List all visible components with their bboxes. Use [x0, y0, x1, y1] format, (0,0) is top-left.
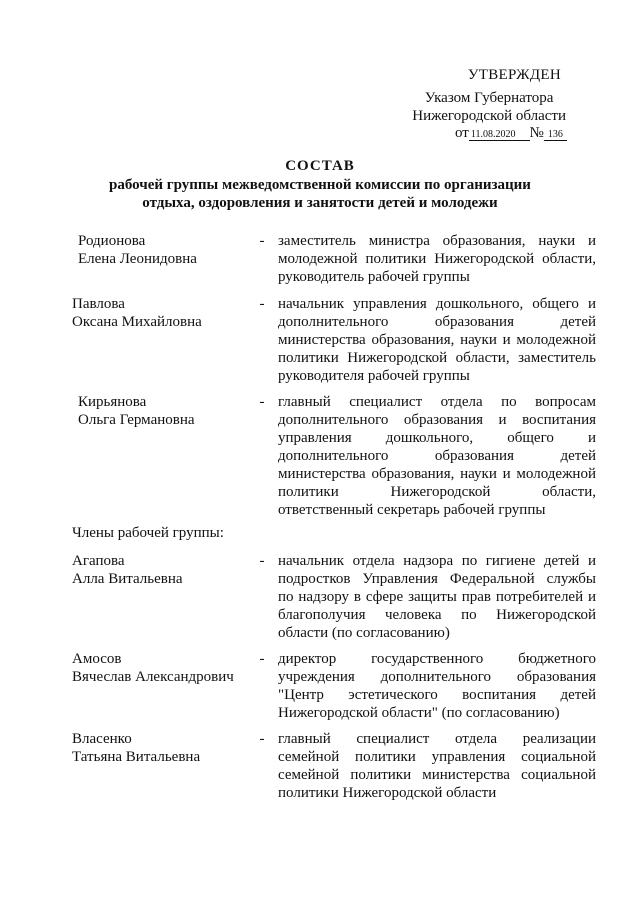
- decree-line-2: Нижегородской области: [412, 108, 566, 124]
- member-given-name: Елена Леонидовна: [78, 251, 197, 267]
- approval-title: УТВЕРЖДЕН: [467, 67, 561, 83]
- position-line: по надзору в сфере защиты прав потребителей и: [278, 589, 596, 605]
- member-given-name: Ольга Германовна: [78, 412, 195, 428]
- member-position: [278, 295, 596, 385]
- number-sign: №: [529, 125, 544, 141]
- decree-number: 136: [544, 129, 567, 141]
- member-name: [72, 552, 257, 588]
- position-line: Нижегородской области" (по согласованию): [278, 705, 560, 721]
- position-line: начальник отдела надзора по гигиене детей и: [278, 553, 596, 569]
- heading-subtitle-line-1: рабочей группы межведомственной комиссии по организации: [109, 177, 531, 193]
- heading-subtitle-line-2: отдыха, оздоровления и занятости детей и молодежи: [142, 195, 498, 211]
- position-line: политики Нижегородской области: [278, 785, 497, 801]
- position-line: благополучия человека по Нижегородской: [278, 607, 596, 623]
- member-surname: Родионова: [78, 233, 146, 249]
- position-line: главный специалист отдела реализации: [278, 731, 596, 747]
- member-position: [278, 232, 596, 286]
- position-line: начальник управления дошкольного, общего и: [278, 296, 596, 312]
- position-line: политики Нижегородской области,: [278, 484, 596, 500]
- member-surname: Власенко: [72, 731, 132, 747]
- position-line: семейной политики управления социальной: [278, 749, 596, 765]
- date-prefix: от: [455, 125, 469, 141]
- document-heading: [0, 157, 640, 212]
- decree-line-1: Указом Губернатора: [424, 90, 554, 106]
- position-line: дополнительного образования и воспитания: [278, 412, 596, 428]
- position-line: заместитель министра образования, науки и: [278, 233, 596, 249]
- position-line: ответственный секретарь рабочей группы: [278, 502, 546, 518]
- position-line: "Центр эстетического воспитания детей: [278, 687, 596, 703]
- member-name: [72, 730, 257, 766]
- members-section-label: Члены рабочей группы:: [72, 525, 224, 541]
- member-surname: Павлова: [72, 296, 125, 312]
- dash-separator: -: [259, 233, 265, 249]
- position-line: дополнительного образования детей: [278, 314, 596, 330]
- dash-separator: -: [259, 651, 265, 667]
- member-surname: Агапова: [72, 553, 125, 569]
- position-line: молодежной политики Нижегородской области,: [278, 251, 596, 267]
- member-given-name: Вячеслав Александрович: [72, 669, 234, 685]
- member-name: [72, 295, 257, 331]
- position-line: учреждения дополнительного образования: [278, 669, 596, 685]
- position-line: области (по согласованию): [278, 625, 450, 641]
- decree-date-line: [455, 124, 567, 144]
- position-line: управления дошкольного, общего и: [278, 430, 596, 446]
- position-line: руководителя рабочей группы: [278, 368, 470, 384]
- position-line: подростков Управления Федеральной службы: [278, 571, 596, 587]
- position-line: министерства образования, науки и молодежной: [278, 332, 596, 348]
- member-surname: Кирьянова: [78, 394, 147, 410]
- position-line: директор государственного бюджетного: [278, 651, 596, 667]
- dash-separator: -: [259, 394, 265, 410]
- decree-date: 11.08.2020: [469, 129, 530, 141]
- member-given-name: Оксана Михайловна: [72, 314, 202, 330]
- member-given-name: Алла Витальевна: [72, 571, 183, 587]
- dash-separator: -: [259, 296, 265, 312]
- position-line: министерства образования, науки и молодежной: [278, 466, 596, 482]
- member-name: [78, 232, 263, 268]
- dash-separator: -: [259, 731, 265, 747]
- position-line: руководитель рабочей группы: [278, 269, 470, 285]
- member-position: [278, 393, 596, 519]
- position-line: семейной политики министерства социальной: [278, 767, 596, 783]
- heading-title: СОСТАВ: [285, 158, 355, 174]
- member-name: [72, 650, 257, 686]
- member-position: [278, 552, 596, 642]
- member-given-name: Татьяна Витальевна: [72, 749, 201, 765]
- member-name: [78, 393, 263, 429]
- position-line: дополнительного образования детей: [278, 448, 596, 464]
- member-surname: Амосов: [72, 651, 122, 667]
- position-line: главный специалист отдела по вопросам: [278, 394, 596, 410]
- position-line: политики Нижегородской области, заместитель: [278, 350, 596, 366]
- decree-reference: [412, 89, 566, 125]
- member-position: [278, 650, 596, 722]
- member-position: [278, 730, 596, 802]
- dash-separator: -: [259, 553, 265, 569]
